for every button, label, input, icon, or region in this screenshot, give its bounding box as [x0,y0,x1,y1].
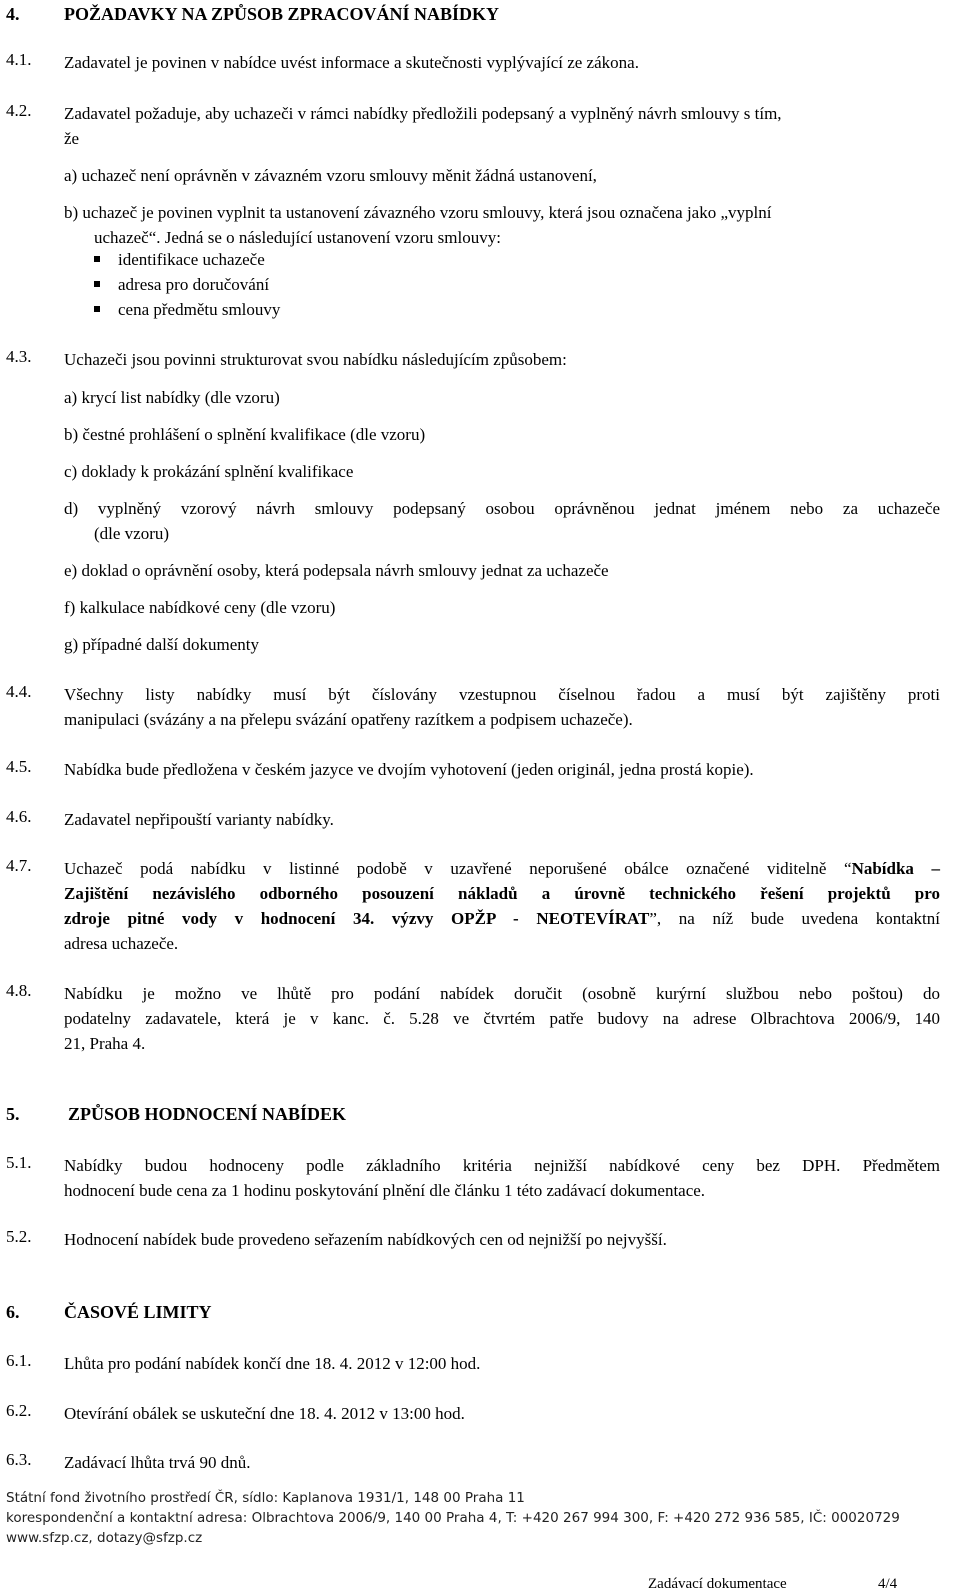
bullet-item: identifikace uchazeče [94,250,265,270]
footer-document-label: Zadávací dokumentace [648,1576,787,1592]
paragraph-text: Uchazeči jsou povinni strukturovat svou nabídku následujícím způsobem: [64,350,567,369]
list-item-d-continued: (dle vzoru) [94,524,170,543]
paragraph-number: 5.1. [6,1153,32,1172]
list-item-d: d) vyplněný vzorový návrh smlouvy podepsaný osobou oprávněnou jednat jménem nebo za uchazeče [64,499,940,518]
paragraph-line: podatelny zadavatele, která je v kanc. č. 5.28 ve čtvrtém patře budovy na adrese Olbrachtova 2006/9, 140 [64,1009,940,1028]
footer-page-number: 4/4 [878,1576,898,1592]
list-item-g: g) případné další dokumenty [64,635,259,654]
paragraph-number: 6.2. [6,1401,32,1420]
square-bullet-icon [94,281,100,287]
list-item-a: a) uchazeč není oprávněn v závazném vzoru smlouvy měnit žádná ustanovení, [64,166,597,185]
paragraph-line: Zajištění nezávislého odborného posouzení nákladů a úrovně technického řešení projektů pro [64,884,940,903]
paragraph-text: Hodnocení nabídek bude provedeno seřazením nabídkových cen od nejnižší po nejvyšší. [64,1230,667,1249]
paragraph-number: 4.2. [6,101,32,120]
section-number: 5. [6,1104,20,1124]
paragraph-number: 4.1. [6,50,32,69]
section-title: ZPŮSOB HODNOCENÍ NABÍDEK [68,1104,347,1124]
list-item-f: f) kalkulace nabídkové ceny (dle vzoru) [64,598,336,617]
paragraph-text: Lhůta pro podání nabídek končí dne 18. 4. 2012 v 12:00 hod. [64,1354,481,1373]
paragraph-number: 5.2. [6,1227,32,1246]
paragraph-line: Všechny listy nabídky musí být číslovány vzestupnou číselnou řadou a musí být zajištěny proti [64,685,940,704]
bullet-item: adresa pro doručování [94,275,269,295]
paragraph-number: 4.8. [6,981,32,1000]
bullet-item: cena předmětu smlouvy [94,300,280,320]
section-title: ČASOVÉ LIMITY [64,1302,212,1322]
section-4-heading [6,4,500,25]
paragraph-number: 4.6. [6,807,32,826]
paragraph-line: Nabídky budou hodnoceny podle základního kritéria nejnižší nabídkové ceny bez DPH. Předmětem [64,1156,940,1175]
list-item-c: c) doklady k prokázání splnění kvalifikace [64,462,354,481]
section-title: POŽADAVKY NA ZPŮSOB ZPRACOVÁNÍ NABÍDKY [64,4,500,24]
square-bullet-icon [94,306,100,312]
list-item-e: e) doklad o oprávnění osoby, která podepsala návrh smlouvy jednat za uchazeče [64,561,609,580]
paragraph-number: 6.3. [6,1450,32,1469]
footer-address-line: Státní fond životního prostředí ČR, sídlo: Kaplanova 1931/1, 148 00 Praha 11 [6,1490,525,1506]
paragraph-text: Zadavatel je povinen v nabídce uvést informace a skutečnosti vyplývající ze zákona. [64,53,639,72]
section-number: 6. [6,1302,20,1322]
paragraph-number: 4.7. [6,856,32,875]
paragraph-number: 4.3. [6,347,32,366]
list-item-b: b) čestné prohlášení o splnění kvalifikace (dle vzoru) [64,425,426,444]
paragraph-number: 4.5. [6,757,32,776]
section-number: 4. [6,4,20,24]
paragraph-line: Nabídku je možno ve lhůtě pro podání nabídek doručit (osobně kurýrní službou nebo poštou) do [64,984,940,1003]
paragraph-text: Zadavatel nepřipouští varianty nabídky. [64,810,334,829]
paragraph-line: Uchazeč podá nabídku v listinné podobě v uzavřené neporušené obálce označené viditelně “Nabídka – [64,859,940,878]
paragraph-text: Nabídka bude předložena v českém jazyce ve dvojím vyhotovení (jeden originál, jedna prostá kopie). [64,760,754,779]
paragraph-line: hodnocení bude cena za 1 hodinu poskytování plnění dle článku 1 této zadávací dokumentace. [64,1181,706,1200]
footer-web-link[interactable]: www.sfzp.cz, dotazy@sfzp.cz [6,1530,203,1546]
paragraph-line: že [64,129,80,148]
footer-contact-line: korespondenční a kontaktní adresa: Olbrachtova 2006/9, 140 00 Praha 4, T: +420 267 994 300, F: +420 272 936 585, IČ: 00020729 [6,1510,900,1526]
paragraph-number: 4.4. [6,682,32,701]
list-item-b: b) uchazeč je povinen vyplnit ta ustanovení závazného vzoru smlouvy, která jsou označena jako „vyplní [64,203,772,222]
list-item-a: a) krycí list nabídky (dle vzoru) [64,388,280,407]
paragraph-line: Zadavatel požaduje, aby uchazeči v rámci nabídky předložili podepsaný a vyplněný návrh smlouvy s tím, [64,104,782,123]
paragraph-text: Otevírání obálek se uskuteční dne 18. 4. 2012 v 13:00 hod. [64,1404,465,1423]
paragraph-line: adresa uchazeče. [64,934,179,953]
square-bullet-icon [94,256,100,262]
paragraph-number: 6.1. [6,1351,32,1370]
section-5-heading [6,1104,347,1125]
section-6-heading [6,1302,212,1323]
paragraph-line: 21, Praha 4. [64,1034,146,1053]
list-item-b-continued: uchazeč“. Jedná se o následující ustanovení vzoru smlouvy: [94,228,501,247]
paragraph-line: zdroje pitné vody v hodnocení 34. výzvy OPŽP - NEOTEVÍRAT”, na níž bude uvedena kontaktní [64,909,940,928]
paragraph-line: manipulaci (svázány a na přelepu svázání opatřeny razítkem a podpisem uchazeče). [64,710,633,729]
paragraph-text: Zadávací lhůta trvá 90 dnů. [64,1453,251,1472]
